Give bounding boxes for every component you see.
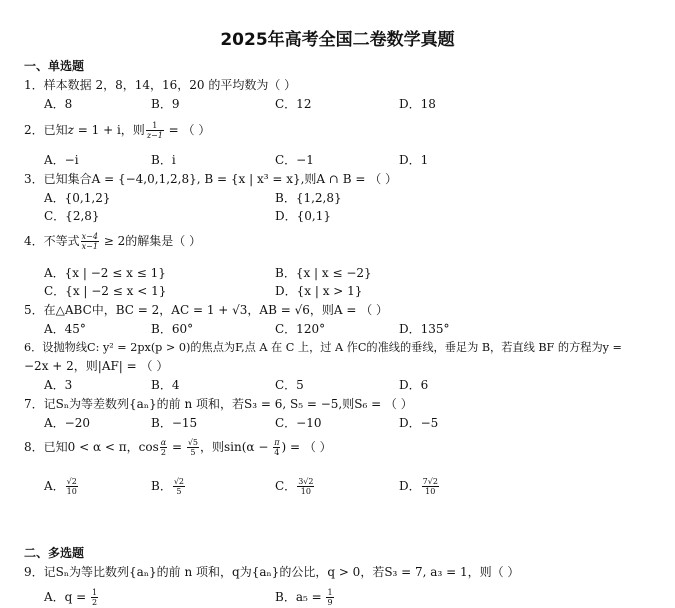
section-heading-single-choice: 一、单选题 bbox=[24, 59, 85, 73]
q6-option-b: B．4 bbox=[151, 378, 180, 392]
q8-option-a: A． $\frac{√2}{10}$ bbox=[44, 477, 77, 496]
question-1: 1．样本数据 2，8，14，16，20 的平均数为（ ） bbox=[24, 78, 297, 92]
q4-fraction: $\frac{x-4}{x-1}$ bbox=[81, 232, 98, 251]
q7-option-c: C．−10 bbox=[275, 416, 322, 430]
question-6-line-1: 6．设抛物线C: y² = 2px(p > 0)的焦点为F,点 A 在 C 上，过 A 作C的准线的垂线，垂足为 B，若直线 BF 的方程为y = bbox=[24, 341, 622, 354]
question-9: 9．记Sₙ为等比数列{aₙ}的前 n 项和，q为{aₙ}的公比，q > 0，若S₃ = 7, a₃ = 1，则（ ） bbox=[24, 565, 520, 579]
q5-option-a: A．45° bbox=[44, 322, 86, 336]
page-title: 2025年高考全国二卷数学真题 bbox=[220, 30, 455, 50]
question-4: 4．不等式 $\frac{x-4}{x-1}$ ≥ 2的解集是（ ） bbox=[24, 232, 202, 251]
q5-option-c: C．120° bbox=[275, 322, 326, 336]
q4-option-b: B．{x | x ≤ −2} bbox=[275, 266, 372, 280]
q8-fraction-pi-quarter: $\frac{\pi}{4}$ bbox=[274, 438, 280, 457]
q5-option-d: D．135° bbox=[399, 322, 450, 336]
q3-option-a: A．{0,1,2} bbox=[44, 191, 111, 205]
q9-option-a: A．q = $\frac{1}{2}$ bbox=[44, 588, 98, 607]
q1-option-c: C．12 bbox=[275, 97, 312, 111]
q8-option-c: C． $\frac{3√2}{10}$ bbox=[275, 477, 314, 496]
q2-fraction: $\frac{1}{z-1}$ bbox=[146, 121, 163, 140]
q3-option-b: B．{1,2,8} bbox=[275, 191, 342, 205]
q4-option-d: D．{x | x > 1} bbox=[275, 284, 363, 298]
q6-option-a: A．3 bbox=[44, 378, 73, 392]
q8-option-d: D． $\frac{7√2}{10}$ bbox=[399, 477, 438, 496]
question-2: 2．已知z = 1 + i，则 $\frac{1}{z-1}$ = （ ） bbox=[24, 121, 211, 140]
q7-option-a: A．−20 bbox=[44, 416, 90, 430]
q6-option-c: C．5 bbox=[275, 378, 304, 392]
q1-option-d: D．18 bbox=[399, 97, 436, 111]
q1-option-b: B．9 bbox=[151, 97, 180, 111]
q4-option-c: C．{x | −2 ≤ x < 1} bbox=[44, 284, 167, 298]
question-3: 3．已知集合A = {−4,0,1,2,8}, B = {x | x³ = x},则A ∩ B = （ ） bbox=[24, 172, 398, 186]
question-5: 5．在△ABC中，BC = 2，AC = 1 + √3，AB = √6，则A = （ ） bbox=[24, 303, 389, 317]
question-6-line-2: −2x + 2，则|AF| = （ ） bbox=[24, 359, 169, 373]
section-heading-multiple-choice: 二、多选题 bbox=[24, 546, 85, 560]
q8-fraction-alpha-half: $\frac{\alpha}{2}$ bbox=[160, 438, 167, 457]
q5-option-b: B．60° bbox=[151, 322, 194, 336]
q8-option-b: B． $\frac{√2}{5}$ bbox=[151, 477, 185, 496]
q1-option-a: A．8 bbox=[44, 97, 73, 111]
q4-option-a: A．{x | −2 ≤ x ≤ 1} bbox=[44, 266, 166, 280]
q6-option-d: D．6 bbox=[399, 378, 429, 392]
question-7: 7．记Sₙ为等差数列{aₙ}的前 n 项和，若S₃ = 6, S₅ = −5,则S₆ = （ ） bbox=[24, 397, 413, 411]
q2-option-d: D．1 bbox=[399, 153, 429, 167]
q2-option-c: C．−1 bbox=[275, 153, 314, 167]
q7-option-d: D．−5 bbox=[399, 416, 439, 430]
q8-fraction-root5: $\frac{√5}{5}$ bbox=[187, 438, 199, 457]
q9-option-b: B．a₅ = $\frac{1}{9}$ bbox=[275, 588, 333, 607]
q2-option-b: B．i bbox=[151, 153, 176, 167]
question-8: 8．已知0 < α < π，cos $\frac{\alpha}{2}$ = $\frac{√5}{5}$ ，则sin(α − $\frac{\pi}{4}$ ) = （ ） bbox=[24, 438, 332, 457]
q3-option-d: D．{0,1} bbox=[275, 209, 331, 223]
q3-option-c: C．{2,8} bbox=[44, 209, 100, 223]
q2-option-a: A．−i bbox=[44, 153, 79, 167]
q7-option-b: B．−15 bbox=[151, 416, 198, 430]
